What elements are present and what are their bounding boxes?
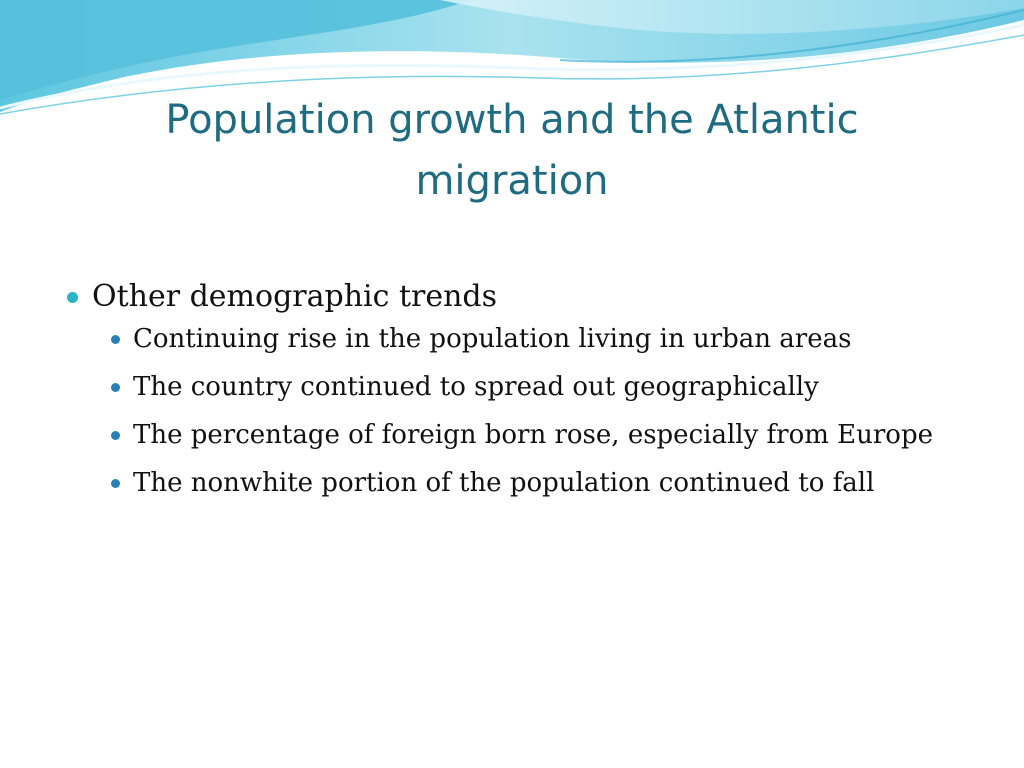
sub-bullet-text: The percentage of foreign born rose, especially from Europe [133, 420, 933, 450]
bullet-level1 [63, 274, 963, 320]
sub-bullet-text: The nonwhite portion of the population continued to fall [133, 468, 875, 498]
bullet-dot-icon [111, 335, 120, 344]
slide-content [63, 274, 963, 514]
bullet-dot-icon [111, 431, 120, 440]
sub-bullet-list [63, 322, 963, 500]
sub-bullet-text: Continuing rise in the population living in urban areas [133, 324, 852, 354]
sub-bullet-text: The country continued to spread out geographically [133, 372, 819, 402]
slide-title: Population growth and the Atlantic migration [165, 97, 859, 204]
bullet-text: Other demographic trends [92, 279, 498, 314]
bullet-dot-icon [67, 292, 78, 303]
sub-bullet [63, 418, 933, 452]
sub-bullet [63, 466, 933, 500]
bullet-dot-icon [111, 479, 120, 488]
sub-bullet [63, 322, 933, 356]
bullet-dot-icon [111, 383, 120, 392]
sub-bullet [63, 370, 933, 404]
